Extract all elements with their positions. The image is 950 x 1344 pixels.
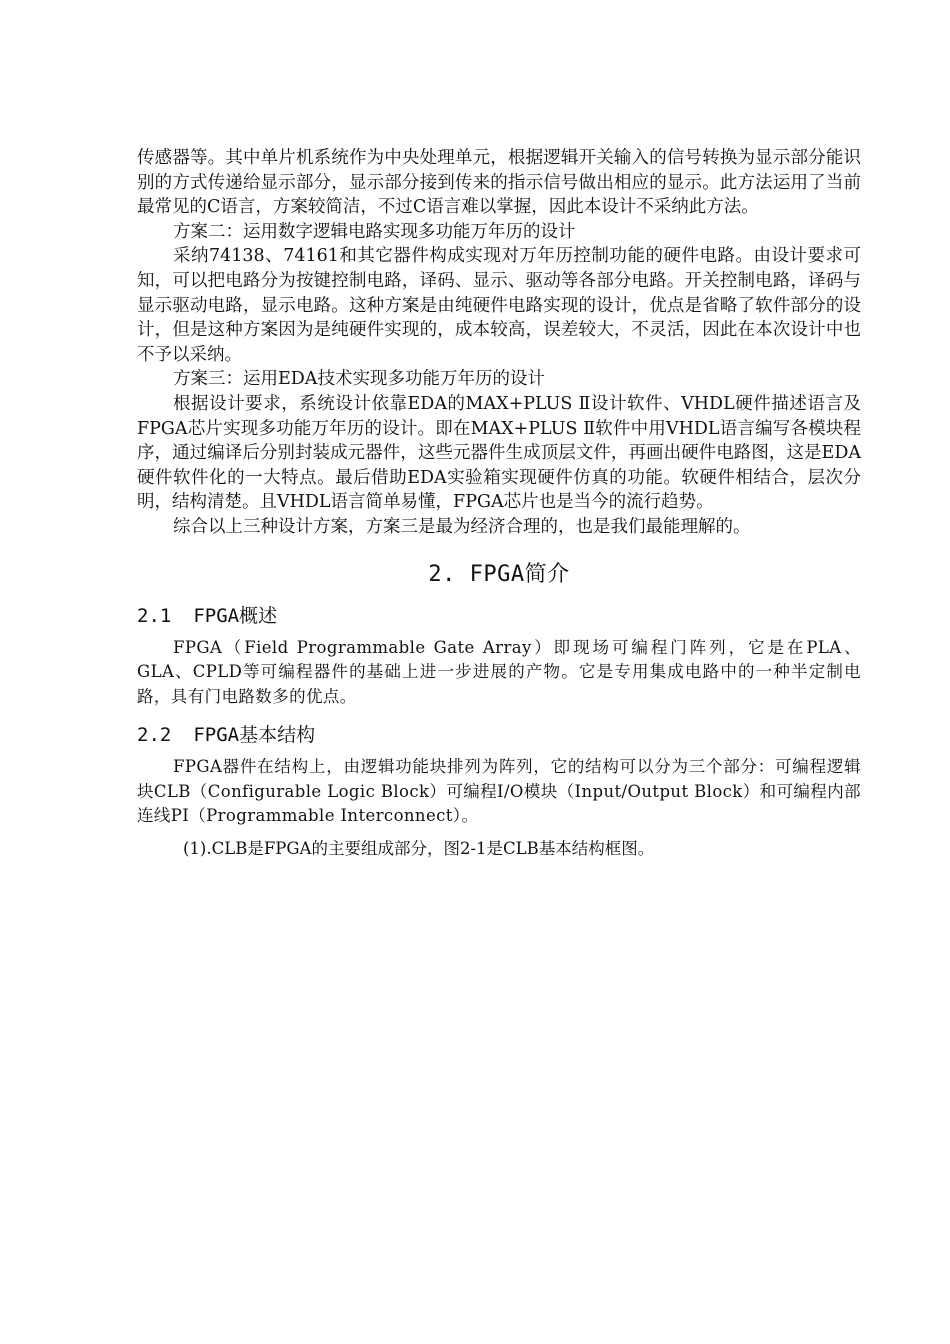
paragraph-fpga-overview: FPGA（Field Programmable Gate Array）即现场可编程门阵列，它是在PLA、GLA、CPLD等可编程器件的基础上进一步进展的产物。它是专用集成电路中的一种半定制电路，具有门电路数多的优点。 — [137, 637, 861, 706]
paragraph-fpga-structure: FPGA器件在结构上，由逻辑功能块排列为阵列，它的结构可以分为三个部分：可编程逻辑块CLB（Configurable Logic Block）可编程I/O模块（Input/Output Block）和可编程内部连线PI（Programmable Interconnect）。 — [137, 757, 861, 826]
paragraph-scheme-two: 采纳74138、74161和其它器件构成实现对万年历控制功能的硬件电路。由设计要求可知，可以把电路分为按键控制电路，译码、显示、驱动等各部分电路。开关控制电路，译码与显示驱动电路，显示电路。这种方案是由纯硬件电路实现的设计，优点是省略了软件部分的设计，但是这种方案因为是纯硬件实现的，成本较高，误差较大，不灵活，因此在本次设计中也不予以采纳。 — [137, 246, 861, 365]
scheme-two-heading: 方案二：运用数字逻辑电路实现多功能万年历的设计 — [173, 221, 576, 242]
paragraph-scheme-three: 根据设计要求，系统设计依靠EDA的MAX+PLUS Ⅱ设计软件、VHDL硬件描述语言及FPGA芯片实现多功能万年历的设计。即在MAX+PLUS Ⅱ软件中用VHDL语言编写各模块程序，通过编译后分别封装成元器件，这些元器件生成顶层文件，再画出硬件电路图，这是EDA硬件软件化的一大特点。最后借助EDA实验箱实现硬件仿真的功能。软硬件相结合，层次分明，结构清楚。且VHDL语言简单易懂，FPGA芯片也是当今的流行趋势。 — [137, 393, 861, 513]
section-heading-2-1 — [137, 602, 861, 630]
paragraph-scheme-one-end: 传感器等。其中单片机系统作为中央处理单元，根据逻辑开关输入的信号转换为显示部分能识别的方式传递给显示部分，显示部分接到传来的指示信号做出相应的显示。此方法运用了当前最常见的C语言，方案较简洁，不过C语言难以掌握，因此本设计不采纳此方法。 — [137, 148, 861, 218]
list-item-clb: (1).CLB是FPGA的主要组成部分，图2-1是CLB基本结构框图。 — [183, 839, 655, 859]
section-title: FPGA基本结构 — [193, 724, 316, 747]
section-number: 2.1 — [137, 604, 172, 627]
scheme-three-heading: 方案三：运用EDA技术实现多功能万年历的设计 — [173, 369, 545, 390]
section-title: FPGA概述 — [193, 604, 278, 627]
document-page — [137, 146, 861, 861]
section-heading-2-2 — [137, 721, 861, 749]
chapter-title: 2. FPGA简介 — [428, 561, 570, 587]
paragraph-conclusion: 综合以上三种设计方案，方案三是最为经济合理的，也是我们最能理解的。 — [173, 516, 751, 537]
section-number: 2.2 — [137, 724, 172, 747]
